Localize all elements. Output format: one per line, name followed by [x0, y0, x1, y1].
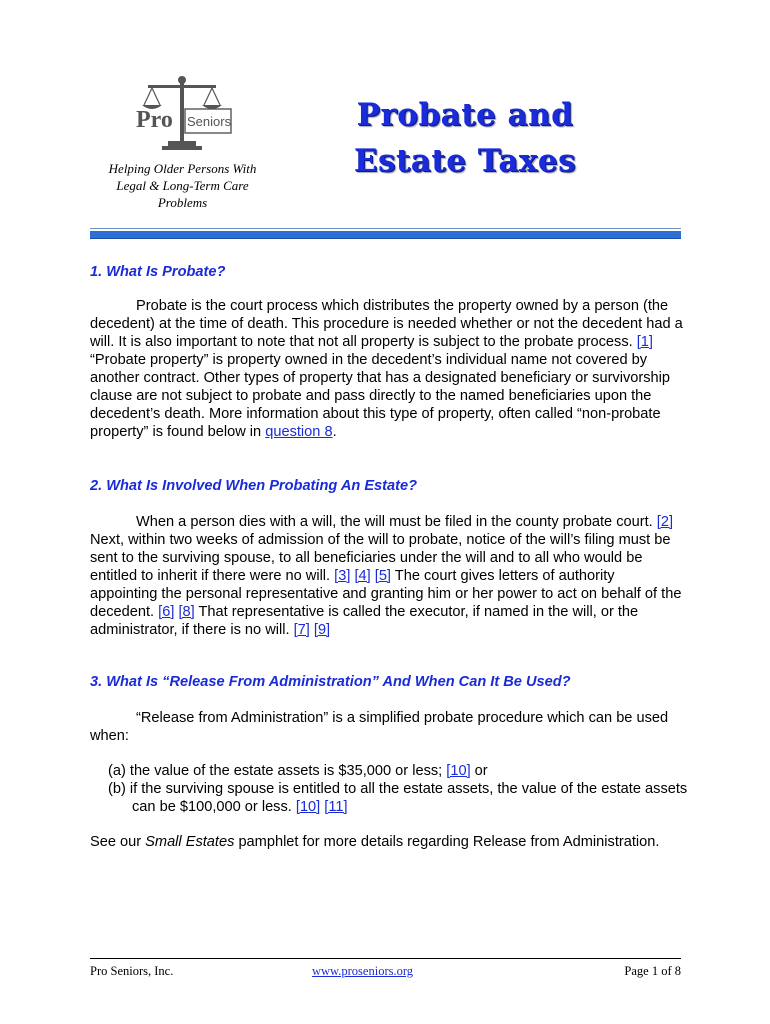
footer-org: Pro Seniors, Inc. [90, 964, 174, 978]
section-1-paragraph: Probate is the court process which distributes the property owned by a person (the decedent) at the time of death. This procedure is needed whether or not the decedent had a will. It is also important to note that not all property is subject to the probate process. [1] “Probate property” is property owned in the decedent’s individual name not covered by another contract. Other types of property that has a designated beneficiary or survivorship clause are not subject to probate and pass directly to the named beneficiaries upon the decedent’s death. More information about this type of property, often called “non-probate property” is found below in question 8. [90, 298, 683, 440]
footnote-link-11[interactable]: [11] [324, 799, 348, 815]
section-2-heading: 2. What Is Involved When Probating An Estate? [90, 478, 418, 494]
footnote-link-9[interactable]: [9] [313, 622, 331, 638]
footnote-link-4[interactable]: [4] [354, 568, 371, 584]
section-2-paragraph: When a person dies with a will, the will must be filed in the county probate court. [2] Next, within two weeks of admission of the will to probate, notice of the will’s filing must be sent to the surviving spouse, to all beneficiaries under the will and to all who would be entitled to inherit if there were no will. [3] [4] [5] The court gives letters of authority appointing the personal representative and granting him or her power to act on behalf of the decedent. [6] [8] That representative is called the executor, if named in the will, or the administrator, if there is no will. [7] [9] [90, 514, 682, 638]
page-title: Probate and Estate Taxes [353, 97, 577, 179]
section-3-heading: 3. What Is “Release From Administration” And When Can It Be Used? [90, 674, 571, 690]
section-3-see-also: See our Small Estates pamphlet for more details regarding Release from Administration. [90, 834, 660, 850]
footnote-link-5[interactable]: [5] [374, 568, 391, 584]
header-divider-thick [90, 231, 681, 239]
footnote-link-2[interactable]: [2] [656, 514, 674, 530]
footnote-link-7[interactable]: [7] [293, 622, 310, 638]
footnote-link-8[interactable]: [8] [178, 604, 195, 620]
section-1-heading: 1. What Is Probate? [90, 264, 226, 280]
list-item: (a) the value of the estate assets is $35,000 or less; [10] or [108, 763, 488, 779]
footer-page-number: Page 1 of 8 [624, 964, 681, 978]
footnote-link-3[interactable]: [3] [334, 568, 351, 584]
header-divider-thin [90, 228, 681, 229]
footnote-link-10a[interactable]: [10] [446, 763, 471, 779]
footnote-link-6[interactable]: [6] [158, 604, 175, 620]
question-8-link[interactable]: question 8 [265, 424, 333, 440]
list-item: (b) if the surviving spouse is entitled to all the estate assets, the value of the estate assets can be $100,000 or less. [10] [11] [108, 781, 688, 815]
section-3-intro: “Release from Administration” is a simplified probate procedure which can be used when: [90, 710, 669, 744]
scales-of-justice-icon [132, 75, 232, 153]
release-conditions-list [108, 762, 688, 816]
footnote-link-1[interactable]: [1] [636, 334, 653, 350]
footer-website-link[interactable]: www.proseniors.org [312, 964, 414, 978]
logo-pro: Pro [136, 107, 173, 133]
logo-seniors: Seniors [187, 114, 232, 129]
tagline: Helping Older Persons With Legal & Long-Term Care Problems [108, 161, 257, 210]
footer-divider [90, 958, 681, 959]
footnote-link-10b[interactable]: [10] [295, 799, 321, 815]
pro-seniors-logo [132, 75, 232, 153]
